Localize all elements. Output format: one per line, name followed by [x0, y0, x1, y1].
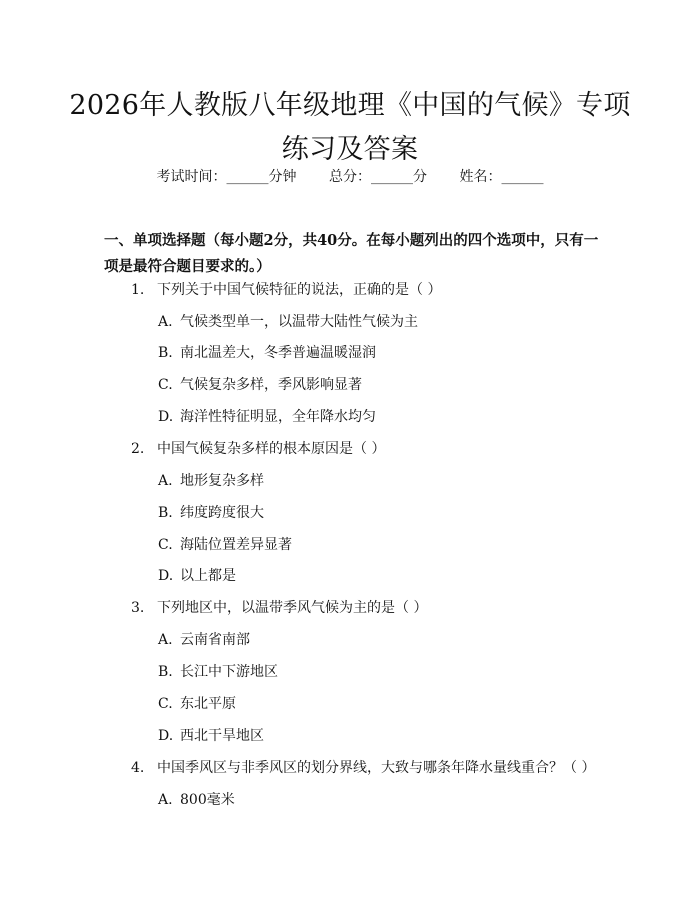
question-number: 4.	[131, 760, 145, 776]
option-letter: C.	[158, 696, 173, 712]
document-title: 2026年人教版八年级地理《中国的气候》专项练习及答案	[69, 90, 631, 165]
option-text: 地形复杂多样	[180, 473, 264, 489]
exam-time-field: 考试时间：______分钟	[156, 169, 297, 185]
question-text: 下列地区中，以温带季风气候为主的是（ ）	[157, 600, 428, 616]
question-3	[131, 597, 427, 619]
option-text: 长江中下游地区	[180, 664, 278, 680]
question-number: 2.	[131, 441, 145, 457]
question-3-option-c	[158, 693, 236, 715]
question-text: 下列关于中国气候特征的说法，正确的是（ ）	[157, 282, 442, 298]
option-text: 东北平原	[180, 696, 236, 712]
option-letter: A.	[158, 473, 173, 489]
question-3-option-a	[158, 629, 250, 651]
question-text: 中国季风区与非季风区的划分界线，大致与哪条年降水量线重合？（ ）	[157, 760, 596, 776]
option-text: 云南省南部	[180, 632, 250, 648]
section-heading: 一、单项选择题（每小题2分，共40分。在每小题列出的四个选项中，只有一项是最符合题目要求的。）	[104, 232, 599, 275]
option-letter: B.	[158, 345, 173, 361]
question-4	[131, 757, 595, 779]
question-1-option-d	[158, 406, 376, 428]
question-1-option-c	[158, 374, 362, 396]
option-text: 纬度跨度很大	[180, 505, 264, 521]
question-1-option-b	[158, 342, 376, 364]
option-text: 气候复杂多样，季风影响显著	[180, 377, 362, 393]
option-text: 气候类型单一，以温带大陆性气候为主	[180, 314, 418, 330]
option-text: 海洋性特征明显，全年降水均匀	[180, 409, 376, 425]
option-text: 西北干旱地区	[180, 728, 264, 744]
option-text: 以上都是	[180, 568, 236, 584]
question-1-option-a	[158, 311, 418, 333]
option-text: 南北温差大，冬季普遍温暖湿润	[180, 345, 376, 361]
option-letter: D.	[158, 728, 174, 744]
question-4-option-a	[158, 789, 235, 811]
exam-info-line	[0, 166, 700, 188]
total-score-field: 总分：______分	[329, 169, 427, 185]
option-letter: C.	[158, 537, 173, 553]
question-2	[131, 438, 385, 460]
option-letter: B.	[158, 664, 173, 680]
question-1	[131, 279, 441, 301]
question-3-option-d	[158, 725, 264, 747]
option-letter: D.	[158, 568, 174, 584]
student-name-field: 姓名：______	[459, 169, 544, 185]
question-number: 1.	[131, 282, 145, 298]
question-text: 中国气候复杂多样的根本原因是（ ）	[157, 441, 386, 457]
option-letter: A.	[158, 792, 173, 808]
option-letter: A.	[158, 632, 173, 648]
option-letter: C.	[158, 377, 173, 393]
question-3-option-b	[158, 661, 278, 683]
question-number: 3.	[131, 600, 145, 616]
option-letter: A.	[158, 314, 173, 330]
question-2-option-b	[158, 502, 264, 524]
option-text: 800毫米	[180, 792, 235, 808]
question-2-option-a	[158, 470, 264, 492]
question-2-option-d	[158, 565, 236, 587]
option-letter: B.	[158, 505, 173, 521]
question-2-option-c	[158, 534, 292, 556]
option-text: 海陆位置差异显著	[180, 537, 292, 553]
option-letter: D.	[158, 409, 174, 425]
